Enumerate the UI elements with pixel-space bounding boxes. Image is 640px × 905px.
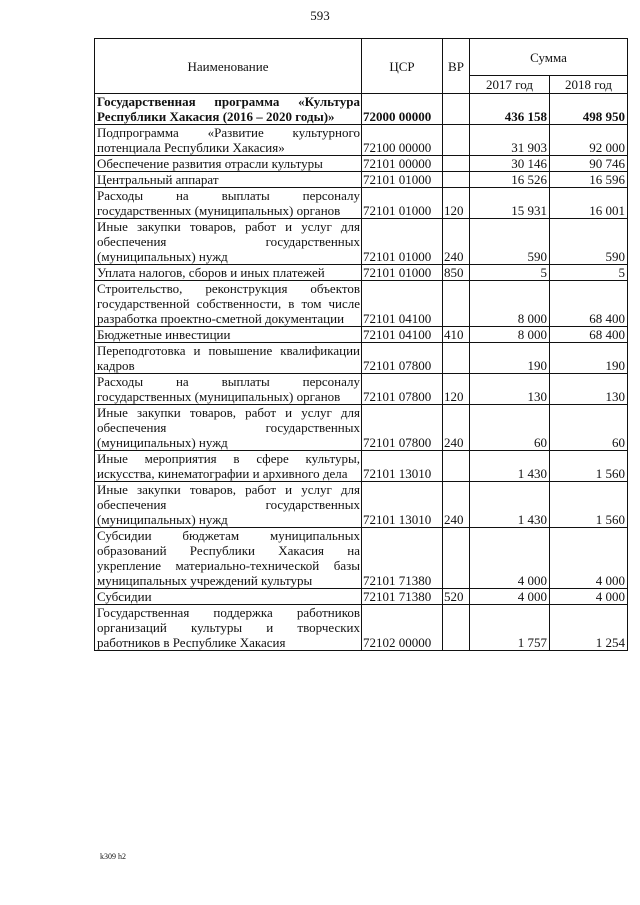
row-amount-2018: 190 xyxy=(550,343,628,374)
footer-code: k309 h2 xyxy=(100,852,126,861)
row-amount-2017: 4 000 xyxy=(470,589,550,605)
row-amount-2017: 190 xyxy=(470,343,550,374)
row-csr: 72102 00000 xyxy=(362,605,443,651)
row-amount-2018: 130 xyxy=(550,374,628,405)
row-vr: 520 xyxy=(443,589,470,605)
row-amount-2018: 4 000 xyxy=(550,589,628,605)
row-amount-2018: 498 950 xyxy=(550,94,628,125)
row-vr: 240 xyxy=(443,482,470,528)
page-number: 593 xyxy=(310,8,330,23)
table-row xyxy=(95,219,628,265)
row-csr: 72101 07800 xyxy=(362,374,443,405)
row-amount-2018: 92 000 xyxy=(550,125,628,156)
row-amount-2017: 16 526 xyxy=(470,172,550,188)
row-amount-2018: 4 000 xyxy=(550,528,628,589)
row-amount-2018: 90 746 xyxy=(550,156,628,172)
row-vr xyxy=(443,94,470,125)
row-csr: 72101 04100 xyxy=(362,327,443,343)
header-2017: 2017 год xyxy=(470,76,550,94)
table-row xyxy=(95,281,628,327)
table-row xyxy=(95,94,628,125)
row-name: Государственная программа «Культура Республики Хакасия (2016 – 2020 годы)» xyxy=(95,94,362,125)
row-csr: 72101 04100 xyxy=(362,281,443,327)
header-csr: ЦСР xyxy=(362,39,443,94)
row-vr xyxy=(443,281,470,327)
table-row xyxy=(95,327,628,343)
row-name: Государственная поддержка работников организаций культуры и творческих работников в Республике Хакасия xyxy=(95,605,362,651)
header-sum: Сумма xyxy=(470,39,628,76)
row-vr xyxy=(443,605,470,651)
table-row xyxy=(95,451,628,482)
row-csr: 72101 00000 xyxy=(362,156,443,172)
row-csr: 72101 13010 xyxy=(362,482,443,528)
table-row xyxy=(95,265,628,281)
header-name: Наименование xyxy=(95,39,362,94)
row-name: Подпрограмма «Развитие культурного потенциала Республики Хакасия» xyxy=(95,125,362,156)
row-amount-2017: 130 xyxy=(470,374,550,405)
row-name: Центральный аппарат xyxy=(95,172,362,188)
row-amount-2017: 8 000 xyxy=(470,281,550,327)
row-amount-2017: 15 931 xyxy=(470,188,550,219)
row-amount-2017: 1 430 xyxy=(470,482,550,528)
row-vr: 120 xyxy=(443,188,470,219)
row-amount-2018: 1 560 xyxy=(550,482,628,528)
row-name: Субсидии бюджетам муниципальных образований Республики Хакасия на укрепление материально-технической базы муниципальных учреждений культуры xyxy=(95,528,362,589)
table-row xyxy=(95,156,628,172)
table-row xyxy=(95,374,628,405)
row-vr xyxy=(443,451,470,482)
row-csr: 72101 71380 xyxy=(362,589,443,605)
row-amount-2017: 4 000 xyxy=(470,528,550,589)
row-amount-2018: 5 xyxy=(550,265,628,281)
row-amount-2017: 1 430 xyxy=(470,451,550,482)
row-csr: 72101 01000 xyxy=(362,188,443,219)
row-amount-2017: 590 xyxy=(470,219,550,265)
row-csr: 72101 71380 xyxy=(362,528,443,589)
row-csr: 72101 01000 xyxy=(362,265,443,281)
row-amount-2017: 5 xyxy=(470,265,550,281)
table-row xyxy=(95,125,628,156)
row-name: Иные закупки товаров, работ и услуг для обеспечения государственных (муниципальных) нужд xyxy=(95,405,362,451)
row-name: Уплата налогов, сборов и иных платежей xyxy=(95,265,362,281)
table-row xyxy=(95,188,628,219)
row-vr xyxy=(443,343,470,374)
row-name: Субсидии xyxy=(95,589,362,605)
row-name: Иные мероприятия в сфере культуры, искусства, кинематографии и архивного дела xyxy=(95,451,362,482)
row-name: Строительство, реконструкция объектов государственной собственности, в том числе разработка проектно-сметной документации xyxy=(95,281,362,327)
row-amount-2018: 16 596 xyxy=(550,172,628,188)
table-row xyxy=(95,589,628,605)
row-name: Иные закупки товаров, работ и услуг для обеспечения государственных (муниципальных) нужд xyxy=(95,219,362,265)
row-amount-2017: 31 903 xyxy=(470,125,550,156)
row-vr xyxy=(443,156,470,172)
row-name: Расходы на выплаты персоналу государственных (муниципальных) органов xyxy=(95,188,362,219)
row-amount-2018: 1 254 xyxy=(550,605,628,651)
row-amount-2018: 16 001 xyxy=(550,188,628,219)
row-csr: 72101 07800 xyxy=(362,343,443,374)
row-name: Бюджетные инвестиции xyxy=(95,327,362,343)
row-name: Иные закупки товаров, работ и услуг для обеспечения государственных (муниципальных) нужд xyxy=(95,482,362,528)
row-csr: 72101 07800 xyxy=(362,405,443,451)
table-row xyxy=(95,482,628,528)
row-vr: 120 xyxy=(443,374,470,405)
row-amount-2018: 60 xyxy=(550,405,628,451)
row-vr: 240 xyxy=(443,405,470,451)
table-row xyxy=(95,605,628,651)
row-csr: 72100 00000 xyxy=(362,125,443,156)
row-name: Переподготовка и повышение квалификации кадров xyxy=(95,343,362,374)
table-row xyxy=(95,528,628,589)
table-row xyxy=(95,343,628,374)
row-vr: 240 xyxy=(443,219,470,265)
table-row xyxy=(95,172,628,188)
row-amount-2018: 68 400 xyxy=(550,281,628,327)
row-vr: 410 xyxy=(443,327,470,343)
row-amount-2018: 68 400 xyxy=(550,327,628,343)
row-csr: 72101 01000 xyxy=(362,172,443,188)
row-vr xyxy=(443,528,470,589)
budget-table xyxy=(94,38,628,651)
row-name: Обеспечение развития отрасли культуры xyxy=(95,156,362,172)
row-amount-2018: 1 560 xyxy=(550,451,628,482)
row-amount-2017: 8 000 xyxy=(470,327,550,343)
row-vr: 850 xyxy=(443,265,470,281)
row-name: Расходы на выплаты персоналу государственных (муниципальных) органов xyxy=(95,374,362,405)
table-row xyxy=(95,405,628,451)
header-2018: 2018 год xyxy=(550,76,628,94)
row-amount-2017: 436 158 xyxy=(470,94,550,125)
row-vr xyxy=(443,172,470,188)
row-csr: 72101 01000 xyxy=(362,219,443,265)
row-csr: 72101 13010 xyxy=(362,451,443,482)
row-amount-2017: 60 xyxy=(470,405,550,451)
header-vr: ВР xyxy=(443,39,470,94)
row-vr xyxy=(443,125,470,156)
row-csr: 72000 00000 xyxy=(362,94,443,125)
row-amount-2017: 30 146 xyxy=(470,156,550,172)
row-amount-2017: 1 757 xyxy=(470,605,550,651)
row-amount-2018: 590 xyxy=(550,219,628,265)
